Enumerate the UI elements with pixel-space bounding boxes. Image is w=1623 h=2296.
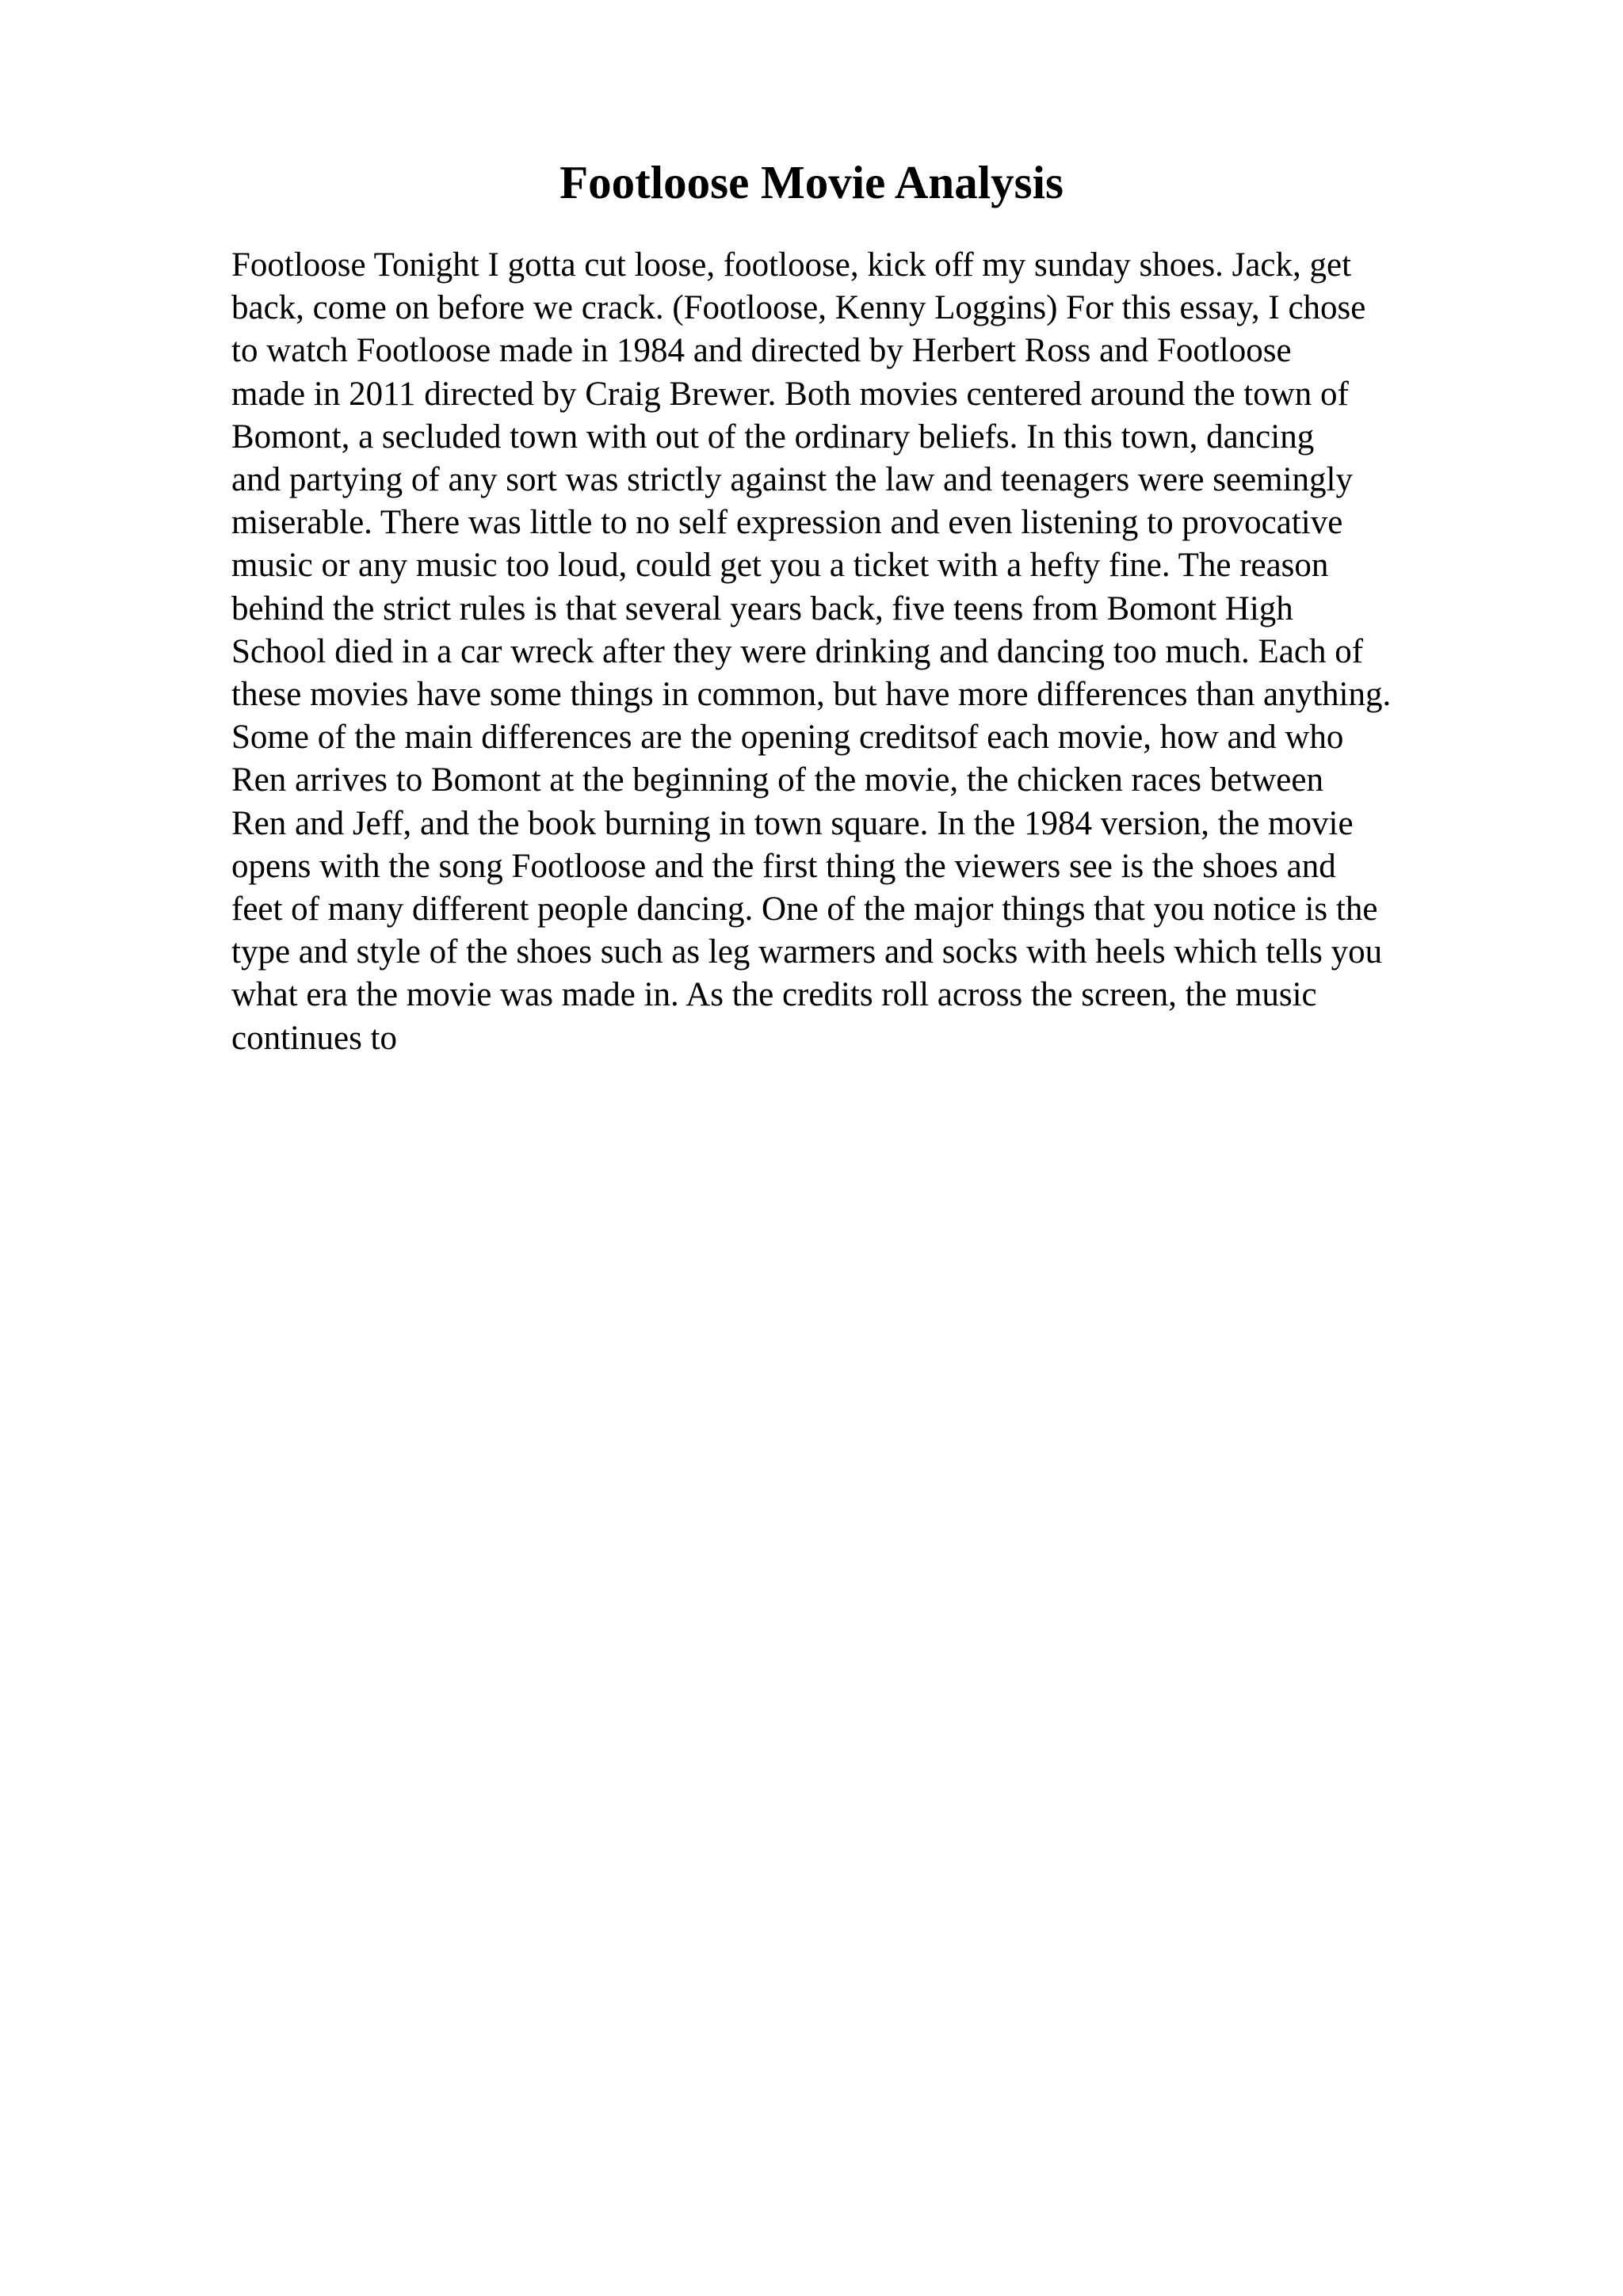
body-line: made in 2011 directed by Craig Brewer. Both movies centered around the town of xyxy=(231,375,1349,413)
body-line: Ren and Jeff, and the book burning in town square. In the 1984 version, the movie xyxy=(231,804,1354,842)
body-line: feet of many different people dancing. One of the major things that you notice is the xyxy=(231,891,1378,929)
body-line: Some of the main differences are the opening creditsof each movie, how and who xyxy=(231,719,1344,757)
body-line: behind the strict rules is that several years back, five teens from Bomont High xyxy=(231,589,1293,627)
body-line: opens with the song Footloose and the first thing the viewers see is the shoes and xyxy=(231,847,1336,885)
body-line: Bomont, a secluded town with out of the ordinary beliefs. In this town, dancing xyxy=(231,418,1315,456)
body-line: School died in a car wreck after they were drinking and dancing too much. Each of xyxy=(231,632,1364,670)
body-line: music or any music too loud, could get you a ticket with a hefty fine. The reason xyxy=(231,547,1329,585)
body-line: type and style of the shoes such as leg warmers and socks with heels which tells you xyxy=(231,933,1383,971)
body-line: what era the movie was made in. As the credits roll across the screen, the music xyxy=(231,976,1317,1014)
document-title: Footloose Movie Analysis xyxy=(559,156,1064,208)
body-line: to watch Footloose made in 1984 and directed by Herbert Ross and Footloose xyxy=(231,332,1292,370)
body-line: Footloose Tonight I gotta cut loose, footloose, kick off my sunday shoes. Jack, get xyxy=(231,246,1352,284)
body-line: these movies have some things in common, but have more differences than anything. xyxy=(231,676,1392,714)
body-line: Ren arrives to Bomont at the beginning of the movie, the chicken races between xyxy=(231,761,1323,799)
body-line: back, come on before we crack. (Footloose, Kenny Loggins) For this essay, I chose xyxy=(231,289,1366,327)
body-line: continues to xyxy=(231,1019,397,1057)
body-line: miserable. There was little to no self expression and even listening to provocative xyxy=(231,504,1343,542)
body-line: and partying of any sort was strictly against the law and teenagers were seemingly xyxy=(231,461,1353,499)
document-body xyxy=(231,244,1547,1060)
